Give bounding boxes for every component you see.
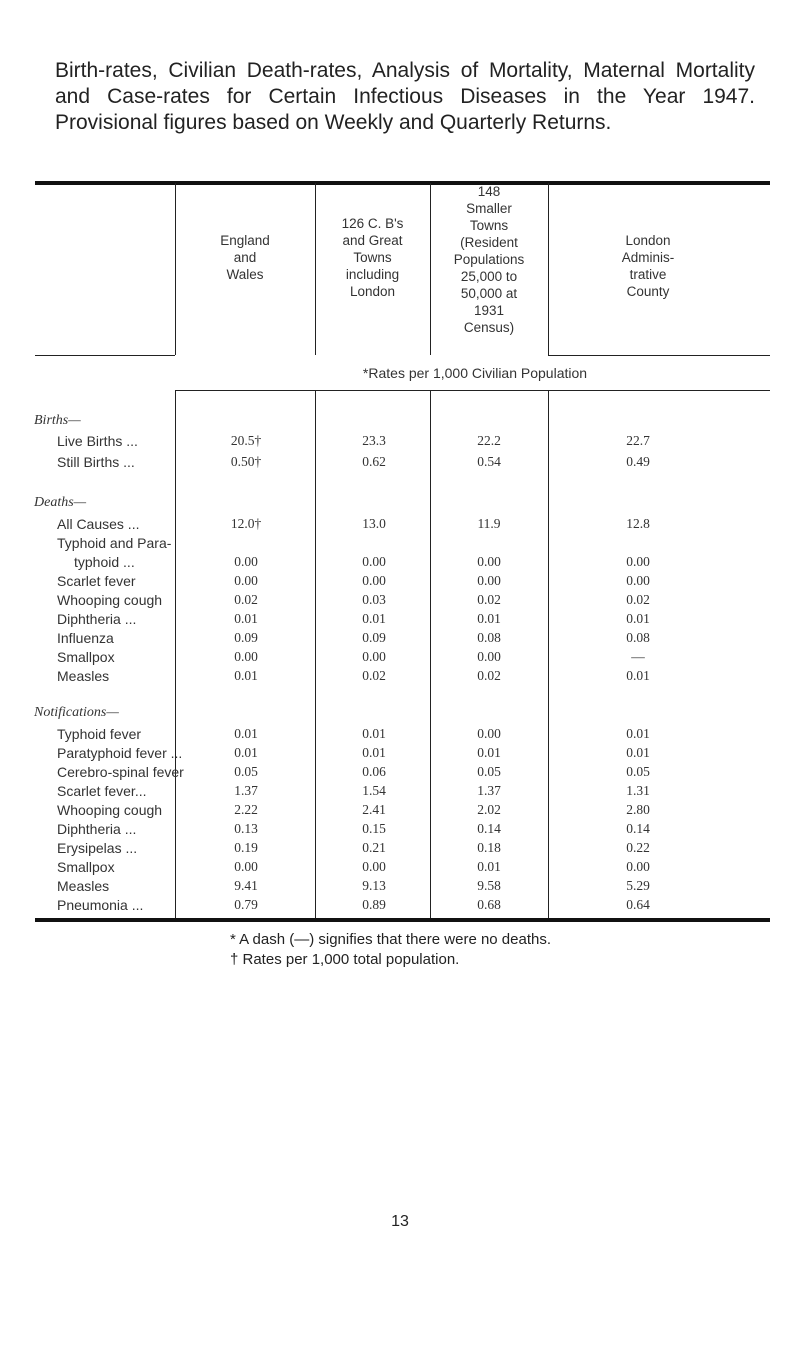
cell-value: 0.09 [362,630,386,645]
row-label: Erysipelas ... [57,840,138,856]
cell-value: 0.15 [362,821,386,836]
cell-value: 0.00 [362,859,386,874]
cell-value: 0.01 [626,611,650,626]
cell-value: 0.13 [234,821,258,836]
cell-value: 1.31 [626,783,650,798]
cell-value: 0.08 [626,630,650,645]
table-row [0,516,800,537]
cell-value: 0.64 [626,897,650,912]
cell-value: 0.62 [362,454,386,469]
column-header-cbs-great-towns: 126 C. B's and Great Towns including London [341,216,404,299]
cell-value: 0.01 [234,668,258,683]
cell-value: 1.37 [234,783,258,798]
cell-value: 2.02 [477,802,501,817]
cell-value: 2.41 [362,802,386,817]
cell-value: 0.00 [626,573,650,588]
cell-value: 0.01 [362,611,386,626]
cell-value: — [631,649,645,664]
row-label: Typhoid fever [57,726,142,742]
cell-value: 0.00 [234,573,258,588]
column-divider [175,860,176,918]
cell-value: 0.02 [626,592,650,607]
cell-value: 23.3 [362,433,386,448]
cell-value: 22.7 [626,433,650,448]
cell-value: 0.00 [626,554,650,569]
row-label: Live Births ... [57,433,138,449]
cell-value: 0.02 [477,668,501,683]
row-label: Smallpox [57,859,115,875]
column-divider [430,860,431,918]
cell-value: 9.41 [234,878,258,893]
units-label: *Rates per 1,000 Civilian Population [362,365,588,381]
cell-value: 0.19 [234,840,258,855]
table-row [0,649,800,670]
cell-value: 0.05 [477,764,501,779]
row-label: Pneumonia ... [57,897,144,913]
cell-value: 2.22 [234,802,258,817]
cell-value: 0.89 [362,897,386,912]
cell-value: 0.00 [477,554,501,569]
cell-value: 0.06 [362,764,386,779]
cell-value: 0.01 [234,611,258,626]
cell-value: 0.54 [477,454,501,469]
units-rule [175,390,770,391]
section-heading-births: Births— [34,413,81,428]
cell-value: 0.00 [234,649,258,664]
row-label: Measles [57,668,110,684]
cell-value: 9.58 [477,878,501,893]
table-row [0,859,800,880]
cell-value: 1.54 [362,783,386,798]
cell-value: 20.5† [230,433,262,448]
row-label: Whooping cough [57,592,163,608]
page-title: Birth-rates, Civilian Death-rates, Analysis of Mortality, Maternal Mortality and Case-rates for Certain Infectious Diseases in the Year 1947. Provisional figures based on Weekly and Quarterly Returns. [55,59,755,134]
cell-value: 0.49 [626,454,650,469]
cell-value: 5.29 [626,878,650,893]
table-row [0,745,800,766]
row-label: Whooping cough [57,802,163,818]
row-label: Diphtheria ... [57,821,137,837]
cell-value: 0.00 [234,554,258,569]
cell-value: 0.05 [234,764,258,779]
column-header-london-county: London Adminis- trative County [621,233,675,299]
table-row [0,554,800,575]
row-label: Still Births ... [57,454,135,470]
cell-value: 11.9 [477,516,501,531]
table-row [0,611,800,632]
cell-value: 0.01 [477,611,501,626]
cell-value: 0.00 [477,649,501,664]
row-label: Diphtheria ... [57,611,137,627]
row-label: Measles [57,878,110,894]
cell-value: 0.01 [626,745,650,760]
cell-value: 0.00 [362,649,386,664]
cell-value: 0.01 [234,726,258,741]
column-divider [548,860,549,918]
table-row [0,454,800,475]
cell-value: 0.02 [362,668,386,683]
table-row [0,878,800,899]
row-label: typhoid ... [74,554,135,570]
cell-value: 0.03 [362,592,386,607]
cell-value: 12.0† [230,516,262,531]
section-heading-deaths: Deaths— [34,495,87,510]
cell-value: 0.01 [626,726,650,741]
table-top-rule [35,181,770,185]
cell-value: 13.0 [362,516,386,531]
table-row [0,783,800,804]
page-number: 13 [391,1213,409,1230]
cell-value: 0.00 [234,859,258,874]
cell-value: 0.79 [234,897,258,912]
cell-value: 0.01 [362,745,386,760]
cell-value: 0.05 [626,764,650,779]
cell-value: 0.00 [626,859,650,874]
cell-value: 0.01 [362,726,386,741]
column-header-smaller-towns: 148 Smaller Towns (Resident Populations 25,000 to 50,000 at 1931 Census) [453,184,525,335]
cell-value: 0.01 [477,859,501,874]
cell-value: 2.80 [626,802,650,817]
cell-value: 1.37 [477,783,501,798]
table-row [0,821,800,842]
row-label: Influenza [57,630,114,646]
row-label: All Causes ... [57,516,140,532]
cell-value: 0.00 [362,554,386,569]
table-row [0,630,800,651]
cell-value: 0.68 [477,897,501,912]
table-bottom-rule [35,918,770,922]
cell-value: 12.8 [626,516,650,531]
cell-value: 0.00 [477,573,501,588]
table-row [0,573,800,594]
cell-value: 0.21 [362,840,386,855]
footnote-dash: * A dash (—) signifies that there were no deaths. [230,931,552,948]
table-row [0,840,800,861]
row-label: Paratyphoid fever ... [57,745,183,761]
table-row [0,802,800,823]
section-heading-notifications: Notifications— [34,705,119,720]
cell-value: 9.13 [362,878,386,893]
cell-value: 0.14 [626,821,650,836]
cell-value: 22.2 [477,433,501,448]
cell-value: 0.00 [477,726,501,741]
cell-value: 0.08 [477,630,501,645]
cell-value: 0.02 [477,592,501,607]
cell-value: 0.01 [477,745,501,760]
row-label: Typhoid and Para- [57,535,172,551]
table-row [0,726,800,747]
row-label: Smallpox [57,649,115,665]
header-rule [35,355,175,356]
table-row [0,668,800,689]
cell-value: 0.14 [477,821,501,836]
cell-value: 0.01 [626,668,650,683]
cell-value: 0.18 [477,840,501,855]
table-row [0,433,800,454]
column-header-england-wales: England and Wales [220,233,270,282]
row-label: Cerebro-spinal fever [57,764,184,780]
row-label: Scarlet fever... [57,783,147,799]
table-row [0,897,800,918]
cell-value: 0.22 [626,840,650,855]
row-label: Scarlet fever [57,573,136,589]
cell-value: 0.02 [234,592,258,607]
footnote-dagger: † Rates per 1,000 total population. [230,951,460,968]
cell-value: 0.50† [230,454,262,469]
table-row [0,764,800,785]
table-row [0,535,800,556]
cell-value: 0.01 [234,745,258,760]
table-row [0,592,800,613]
column-divider [315,860,316,918]
cell-value: 0.00 [362,573,386,588]
cell-value: 0.09 [234,630,258,645]
header-rule [548,355,770,356]
